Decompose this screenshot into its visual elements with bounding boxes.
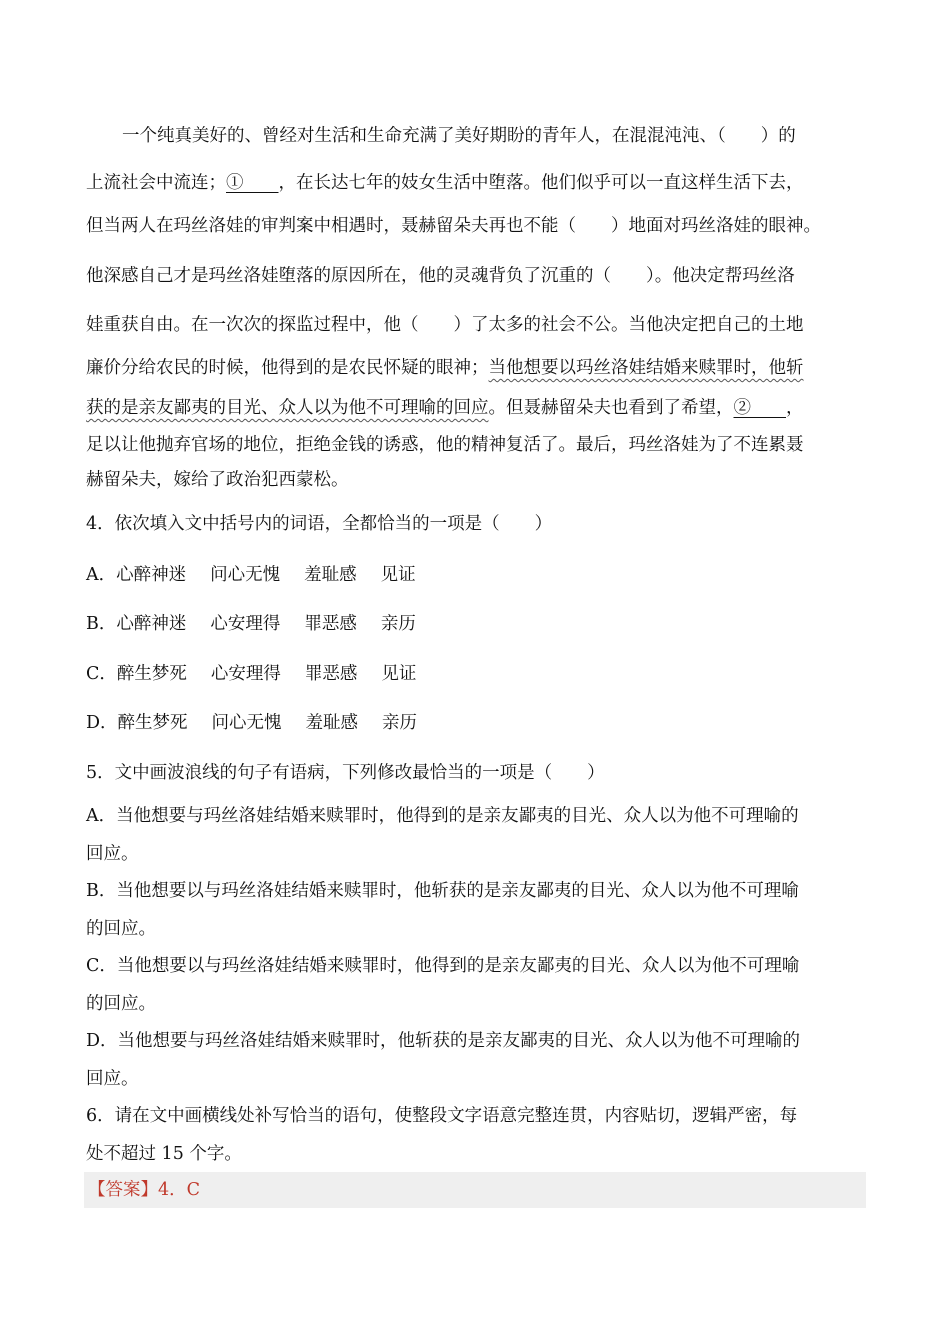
- q5-option-b-cont: 的回应。: [86, 919, 156, 939]
- option-word: 见证: [380, 565, 416, 585]
- option-word: 心醉神迷: [116, 614, 187, 634]
- option-word: 心安理得: [210, 664, 281, 684]
- passage-text: 足以让他抛弃官场的地位，拒绝金钱的诱惑，他的精神复活了。最后，玛丝洛娃为了不连累聂: [86, 435, 804, 455]
- passage-line-8: [86, 432, 804, 458]
- passage-text: 上流社会中流连；: [86, 173, 226, 193]
- q5-stem: 5．文中画波浪线的句子有语病，下列修改最恰当的一项是（ ）: [86, 763, 605, 783]
- q6-stem-cont: 处不超过 15 个字。: [86, 1144, 242, 1164]
- passage-line-3: [86, 213, 821, 239]
- passage-line-1: [122, 123, 796, 149]
- q4-option-b[interactable]: [86, 611, 416, 637]
- option-label: B．: [86, 614, 117, 634]
- passage-line-9: [86, 467, 349, 493]
- passage-line-6: [86, 355, 804, 381]
- q5-option-c[interactable]: C．当他想要以与玛丝洛娃结婚来赎罪时，他得到的是亲友鄙夷的目光、众人以为他不可理喻: [86, 956, 800, 976]
- option-label: C．: [86, 664, 117, 684]
- q4-stem: 4．依次填入文中括号内的词语，全都恰当的一项是（ ）: [86, 514, 553, 534]
- option-word: 问心无愧: [211, 713, 282, 733]
- passage-text: 赫留朵夫，嫁给了政治犯西蒙松。: [86, 470, 349, 490]
- passage-text: 他深感自己才是玛丝洛娃堕落的原因所在，他的灵魂背负了沉重的（ ）。他决定帮玛丝洛: [86, 266, 795, 286]
- passage-line-4: [86, 263, 795, 289]
- passage-text: 。但聂赫留朵夫也看到了希望，: [488, 398, 734, 418]
- option-word: 见证: [381, 664, 417, 684]
- wavy-sentence: 当他想要以玛丝洛娃结婚来赎罪时，他斩: [488, 358, 804, 378]
- option-word: 心安理得: [210, 614, 281, 634]
- passage-text: 廉价分给农民的时候，他得到的是农民怀疑的眼神；: [86, 358, 489, 378]
- answer-text: [88, 1177, 200, 1203]
- option-word: 亲历: [382, 713, 418, 733]
- option-word: 心醉神迷: [116, 565, 187, 585]
- q5-option-a[interactable]: A．当他想要与玛丝洛娃结婚来赎罪时，他得到的是亲友鄙夷的目光、众人以为他不可理喻的: [86, 806, 799, 826]
- passage-text: 娃重获自由。在一次次的探监过程中，他（ ）了太多的社会不公。当他决定把自己的土地: [86, 315, 804, 335]
- passage-text: ，: [786, 398, 804, 418]
- q4-option-d[interactable]: [86, 710, 417, 736]
- passage-text: 但当两人在玛丝洛娃的审判案中相遇时，聂赫留朵夫再也不能（ ）地面对玛丝洛娃的眼神。: [86, 216, 821, 236]
- q4-option-a[interactable]: [86, 562, 416, 588]
- option-word: 罪恶感: [304, 664, 358, 684]
- option-label: A．: [86, 565, 117, 585]
- q4-option-c[interactable]: [86, 661, 416, 687]
- passage-line-2: [86, 170, 804, 196]
- option-word: 醉生梦死: [116, 664, 187, 684]
- passage-line-5: [86, 312, 804, 338]
- q5-option-b[interactable]: B．当他想要以与玛丝洛娃结婚来赎罪时，他斩获的是亲友鄙夷的目光、众人以为他不可理喻: [86, 881, 799, 901]
- wavy-sentence: 获的是亲友鄙夷的目光、众人以为他不可理喻的回应: [86, 398, 489, 418]
- q5-option-c-cont: 的回应。: [86, 994, 156, 1014]
- option-word: 羞耻感: [304, 565, 357, 585]
- q5-option-a-cont: 回应。: [86, 844, 139, 864]
- option-word: 罪恶感: [304, 614, 357, 634]
- q6-stem: 6．请在文中画横线处补写恰当的语句，使整段文字语意完整连贯，内容贴切，逻辑严密，每: [86, 1106, 798, 1126]
- option-label: D．: [86, 713, 118, 733]
- blank-1: ①: [226, 173, 279, 193]
- answer-value: 4．C: [158, 1180, 201, 1200]
- q5-option-d-cont: 回应。: [86, 1069, 139, 1089]
- answer-bar: [84, 1172, 866, 1208]
- blank-2: ②: [733, 398, 786, 418]
- passage-line-7: [86, 395, 804, 421]
- option-word: 问心无愧: [210, 565, 281, 585]
- option-word: 亲历: [380, 614, 416, 634]
- passage-text: ，在长达七年的妓女生活中堕落。他们似乎可以一直这样生活下去，: [278, 173, 804, 193]
- option-word: 羞耻感: [305, 713, 359, 733]
- answer-tag: 【答案】: [88, 1180, 158, 1200]
- q5-option-d[interactable]: D．当他想要与玛丝洛娃结婚来赎罪时，他斩获的是亲友鄙夷的目光、众人以为他不可理喻的: [86, 1031, 801, 1051]
- passage-text: 一个纯真美好的、曾经对生活和生命充满了美好期盼的青年人，在混混沌沌、（ ）的: [122, 126, 796, 146]
- option-word: 醉生梦死: [117, 713, 188, 733]
